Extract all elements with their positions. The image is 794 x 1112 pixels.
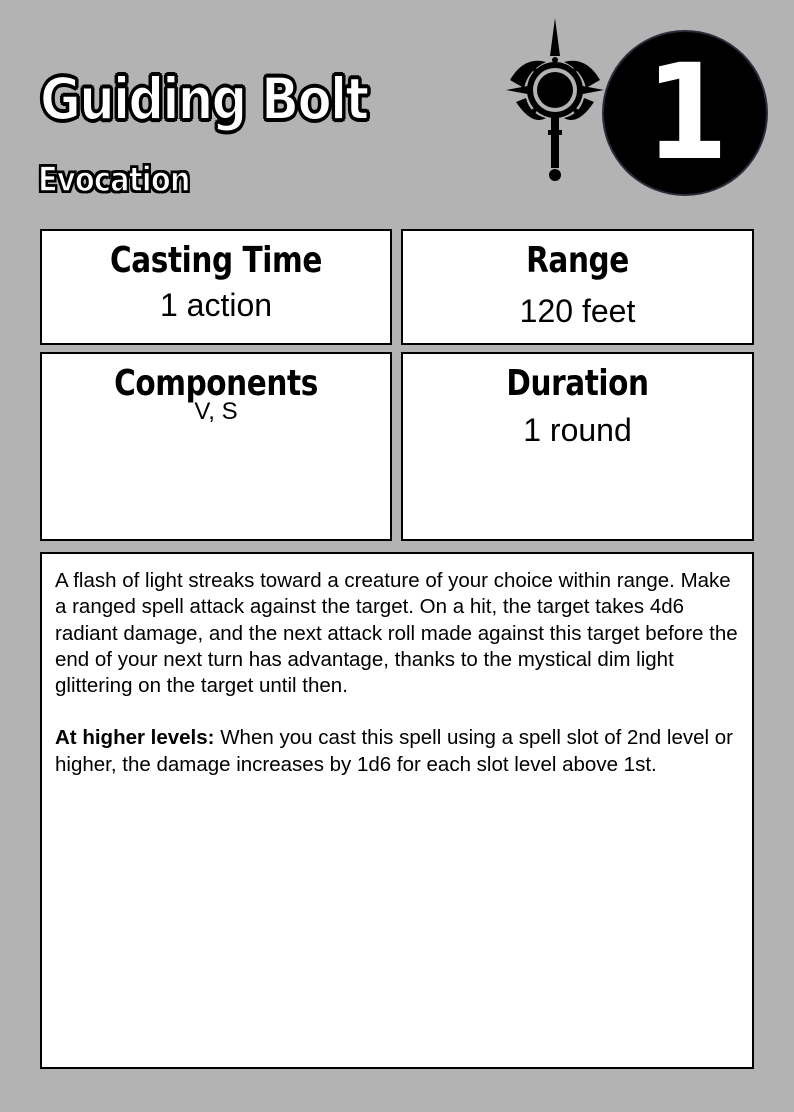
- casting-time-value: 1 action: [159, 287, 273, 323]
- duration-label: Duration: [506, 363, 649, 404]
- higher-levels-text: When you cast this spell using a spell slot of 2nd level or higher, the damage increases by 1d6 for each slot level above 1st.: [55, 726, 733, 776]
- components-value: V, S: [194, 398, 238, 425]
- duration-box: [401, 352, 754, 541]
- sun-mace-icon: [502, 18, 608, 186]
- range-box: [401, 229, 754, 345]
- duration-value: 1 round: [523, 412, 632, 448]
- components-label: Components: [114, 363, 318, 404]
- description-box: [40, 552, 754, 1069]
- spell-level-badge: [602, 30, 768, 196]
- components-box: [40, 352, 392, 541]
- spell-school: Evocation: [38, 160, 190, 200]
- description-body: [55, 568, 738, 804]
- range-label: Range: [526, 240, 629, 281]
- casting-time-label: Casting Time: [110, 240, 322, 281]
- higher-levels-paragraph: [55, 725, 738, 778]
- higher-levels-label: At higher levels:: [55, 726, 215, 750]
- range-value: 120 feet: [519, 293, 636, 329]
- spell-title: Guiding Bolt: [40, 65, 368, 133]
- casting-time-box: [40, 229, 392, 345]
- description-text: A flash of light streaks toward a creature of your choice within range. Make a ranged spell attack against the target. On a hit, the target takes 4d6 radiant damage, and the next attack roll made against this target before the end of your next turn has advantage, thanks to the mystical dim light glittering on the target until then.: [55, 569, 738, 698]
- spell-level: 1: [645, 36, 729, 190]
